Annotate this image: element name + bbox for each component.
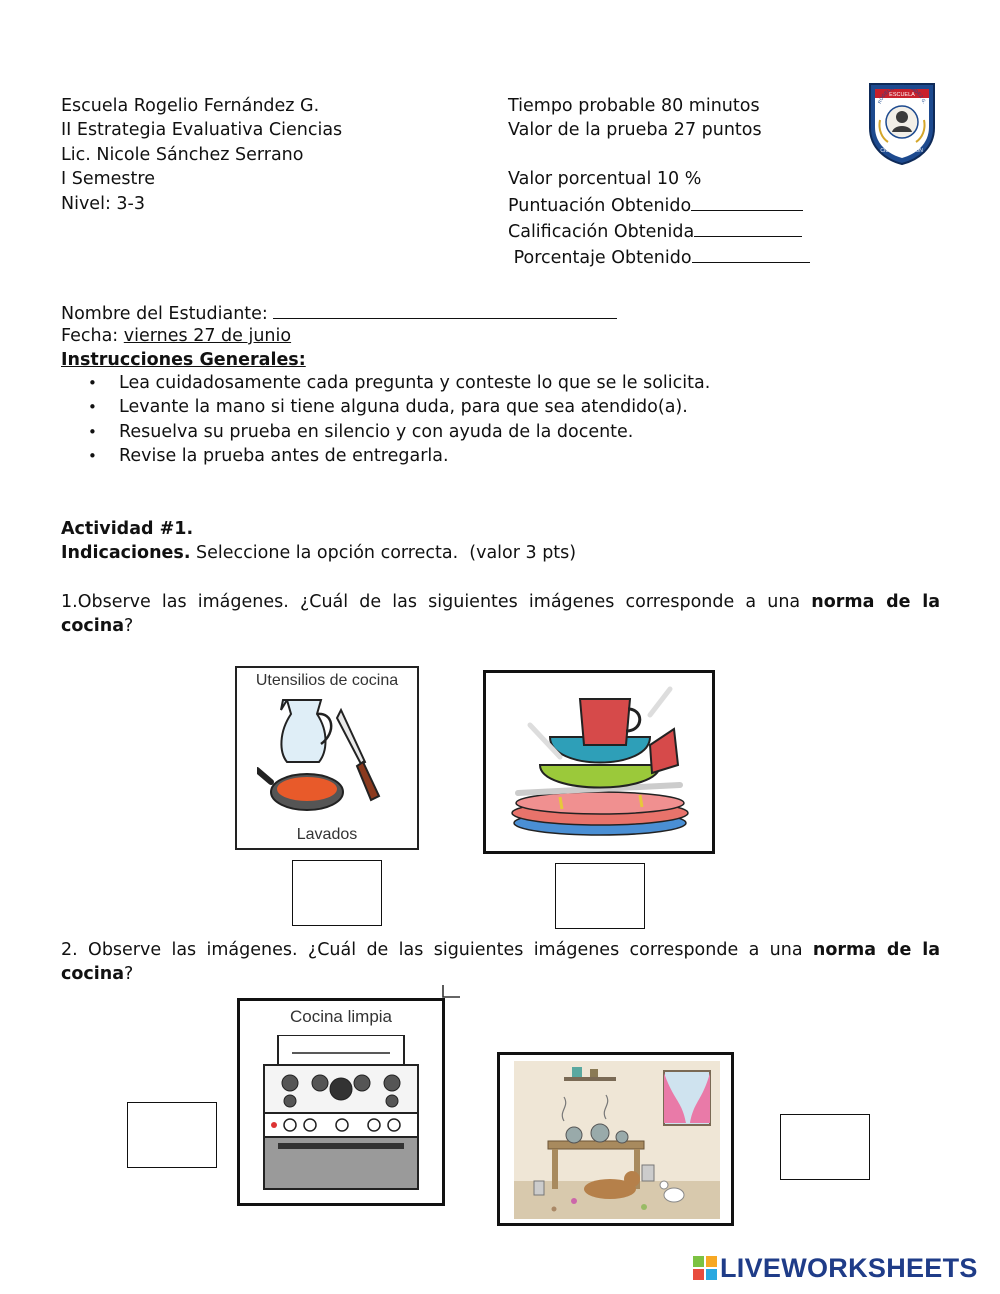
dirty-kitchen-icon (514, 1061, 720, 1219)
time-probable: Tiempo probable 80 minutos (508, 96, 760, 116)
instruction-item: • Resuelva su prueba en silencio y con ayuda de la docente. (88, 420, 710, 444)
test-value: Valor de la prueba 27 puntos (508, 120, 762, 141)
q1-image1-title: Utensilios de cocina (255, 672, 399, 689)
score-blank[interactable] (691, 192, 803, 211)
percent-label: Porcentaje Obtenido (508, 248, 692, 269)
logo-top-text: ESCUELA (889, 92, 915, 98)
question-1-prefix: 1.Observe las imágenes. ¿Cuál de las siguientes imágenes corresponde a una (61, 592, 812, 612)
level: Nivel: 3-3 (61, 193, 145, 214)
question-2-prefix: 2. Observe las imágenes. ¿Cuál de las siguientes imágenes corresponde a una (61, 940, 813, 960)
q2-image1-title: Cocina limpia (289, 1007, 393, 1026)
question-1-bold: norma de la cocina (61, 592, 940, 637)
logo-bottom-right: COLÓN (905, 148, 923, 154)
grade-blank[interactable] (694, 218, 802, 237)
activity-indications (61, 541, 576, 565)
indications-text: Seleccione la opción correcta. (valor 3 pts) (190, 543, 577, 563)
question-1-text (61, 590, 940, 639)
brand-text: LIVEWORKSHEETS (720, 1253, 978, 1283)
school-name: Escuela Rogelio Fernández G. (61, 96, 320, 116)
dirty-dishes-icon (500, 685, 700, 841)
instructions-list (88, 371, 710, 469)
kitchen-utensils-icon (257, 692, 397, 820)
instruction-item: • Levante la mano si tiene alguna duda, para que sea atendido(a). (88, 395, 710, 419)
student-name-row (61, 300, 617, 326)
logo-name-text: ROGELIO FERNÁNDEZ G. (877, 83, 928, 105)
header-left (61, 94, 342, 216)
question-2-text (61, 938, 940, 987)
evaluation-title: II Estrategia Evaluativa Ciencias (61, 120, 343, 141)
q2-answer-box-1[interactable] (127, 1102, 217, 1168)
score-row (508, 192, 810, 218)
question-2-suffix: ? (124, 964, 134, 985)
student-name-label: Nombre del Estudiante: (61, 304, 274, 324)
q2-answer-box-2[interactable] (780, 1114, 870, 1180)
date-label: Fecha: (61, 326, 124, 346)
percent-row (508, 244, 810, 270)
semester: I Semestre (61, 169, 155, 190)
instruction-item: • Lea cuidadosamente cada pregunta y conteste lo que se le solicita. (88, 371, 710, 395)
instructions-title: Instrucciones Generales: (61, 350, 306, 370)
score-label: Puntuación Obtenido (508, 195, 692, 216)
q1-image-utensils[interactable] (235, 666, 419, 850)
school-logo (866, 80, 938, 166)
instruction-item: • Revise la prueba antes de entregarla. (88, 444, 710, 468)
liveworksheets-logo[interactable] (693, 1253, 978, 1284)
q1-image1-caption: Lavados (296, 826, 358, 843)
liveworksheets-icon (693, 1256, 717, 1280)
student-name-field[interactable] (273, 300, 617, 319)
date-row (61, 324, 291, 348)
grade-label: Calificación Obtenida (508, 222, 695, 243)
grade-row (508, 218, 810, 244)
q1-image-dirty-dishes[interactable] (483, 670, 715, 854)
activity-title: Actividad #1. (61, 519, 194, 539)
percent-blank[interactable] (692, 244, 810, 263)
header-right (508, 94, 810, 271)
q1-answer-box-1[interactable] (292, 860, 382, 926)
percent-value: Valor porcentual 10 % (508, 169, 702, 190)
q2-image-dirty-kitchen[interactable] (497, 1052, 734, 1226)
spacer-line (508, 143, 810, 167)
q2-image-clean-stove[interactable] (237, 998, 445, 1206)
teacher-name: Lic. Nicole Sánchez Serrano (61, 144, 304, 165)
date-value: viernes 27 de junio (123, 326, 292, 346)
q1-answer-box-2[interactable] (555, 863, 645, 929)
stove-icon (258, 1035, 424, 1191)
indications-label: Indicaciones. (61, 543, 191, 563)
question-1-suffix: ? (124, 616, 134, 637)
question-2-bold: norma de la cocina (61, 940, 940, 985)
logo-bottom-left: CIUDAD (880, 148, 900, 154)
